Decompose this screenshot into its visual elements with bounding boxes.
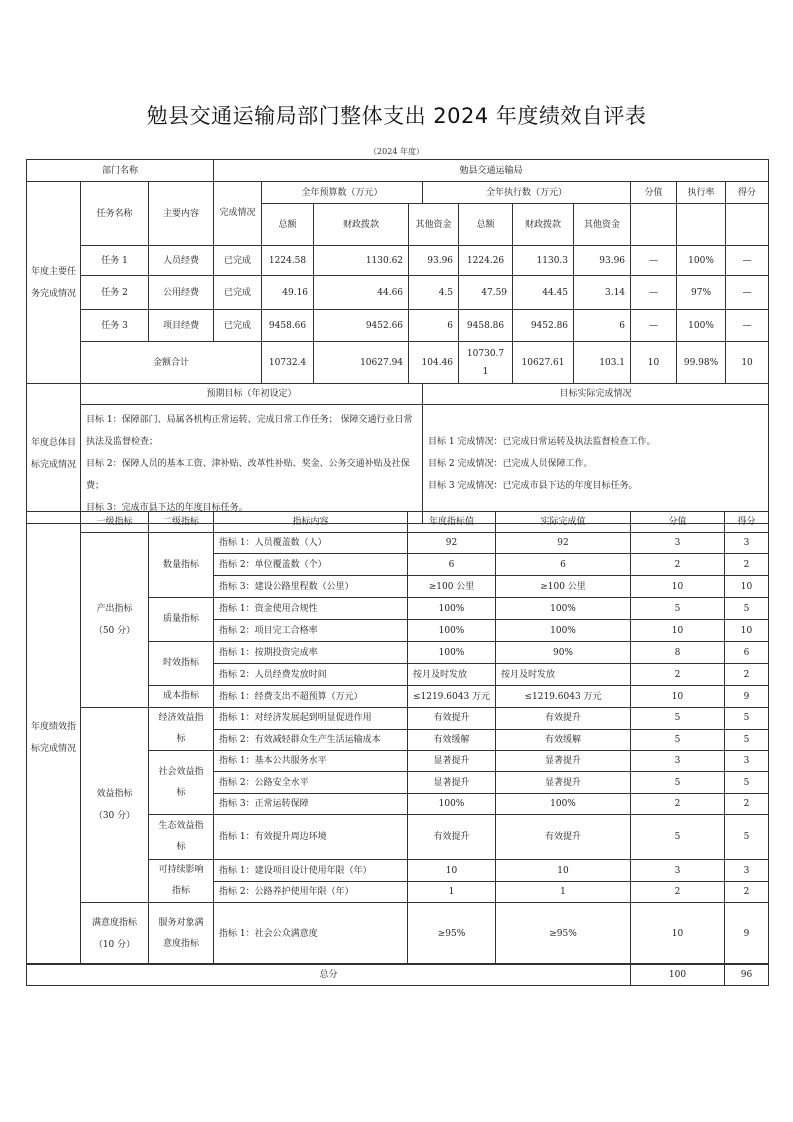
score: — xyxy=(726,246,769,276)
indicator-score-value: 5 xyxy=(631,729,725,751)
indicator-target: 显著提升 xyxy=(408,772,496,794)
level1-indicator: 满意度指标（10 分） xyxy=(81,903,149,965)
indicator-score: 3 xyxy=(725,751,769,772)
indicator-actual: 100% xyxy=(496,794,631,815)
indicator-score: 2 xyxy=(725,664,769,686)
total-row xyxy=(27,964,769,986)
budget-total: 49.16 xyxy=(262,276,314,310)
header-exec-fiscal: 财政拨款 xyxy=(513,204,574,246)
expected-goal: 目标 2：保障人员的基本工资、津补贴、改革性补贴、奖金、公务交通补贴及社保费； xyxy=(86,459,410,491)
indicator-actual: 90% xyxy=(496,642,631,664)
header-blank-3 xyxy=(726,204,769,246)
budget-other: 93.96 xyxy=(409,246,459,276)
exec-rate: 97% xyxy=(677,276,726,310)
indicator-score: 9 xyxy=(725,686,769,708)
dept-label: 部门名称 xyxy=(27,160,214,182)
total-label: 总分 xyxy=(27,964,631,986)
perf-header-row xyxy=(27,512,769,533)
indicator-row xyxy=(27,533,769,554)
level1-indicator: 效益指标（30 分） xyxy=(81,708,149,903)
indicator-target: 100% xyxy=(408,598,496,620)
indicator-score: 3 xyxy=(725,860,769,882)
page-title: 勉县交通运输局部门整体支出 2024 年度绩效自评表 xyxy=(146,104,647,128)
level2-indicator: 数量指标 xyxy=(149,533,214,598)
expected-goal: 目标 1：保障部门、局属各机构正常运转、完成日常工作任务； 保障交通行业日常执法及监督检查； xyxy=(86,415,413,447)
task-content: 项目经费 xyxy=(149,310,214,342)
indicator-score: 5 xyxy=(725,729,769,751)
indicator-actual: ≥95% xyxy=(496,903,631,965)
task-status: 已完成 xyxy=(214,310,262,342)
indicator-content: 指标 3：正常运转保障 xyxy=(214,794,408,815)
indicator-target: ≥100 公里 xyxy=(408,576,496,598)
budget-fiscal: 9452.66 xyxy=(314,310,409,342)
indicator-target: 按月及时发放 xyxy=(408,664,496,686)
indicator-score-value: 10 xyxy=(631,620,725,642)
indicator-score-value: 2 xyxy=(631,664,725,686)
actual-goal: 目标 2 完成情况：已完成人员保障工作。 xyxy=(428,459,593,469)
exec-other: 6 xyxy=(574,310,631,342)
indicator-content: 指标 1：按期投资完成率 xyxy=(214,642,408,664)
indicator-row xyxy=(27,708,769,730)
total-table xyxy=(26,963,769,986)
task-name: 任务 2 xyxy=(81,276,149,310)
score-value: — xyxy=(631,310,677,342)
score: — xyxy=(726,276,769,310)
indicator-target: 有效提升 xyxy=(408,708,496,730)
indicator-score: 10 xyxy=(725,576,769,598)
indicator-content: 指标 1：有效提升周边环境 xyxy=(214,815,408,860)
indicator-score: 2 xyxy=(725,882,769,903)
indicator-content: 指标 1：社会公众满意度 xyxy=(214,903,408,965)
sum-budget-other: 104.46 xyxy=(409,342,459,384)
level2-indicator: 可持续影响指标 xyxy=(149,860,214,903)
exec-fiscal: 9452.86 xyxy=(513,310,574,342)
indicator-target: 1 xyxy=(408,882,496,903)
indicator-actual: ≥100 公里 xyxy=(496,576,631,598)
indicator-score-value: 10 xyxy=(631,686,725,708)
task-row xyxy=(27,276,769,310)
perf-header-score: 得分 xyxy=(725,512,769,533)
level1-indicator: 产出指标（50 分） xyxy=(81,533,149,708)
indicator-target: 10 xyxy=(408,860,496,882)
level2-indicator: 生态效益指标 xyxy=(149,815,214,860)
indicator-actual: ≤1219.6043 万元 xyxy=(496,686,631,708)
header-budget-fiscal: 财政拨款 xyxy=(314,204,409,246)
goal-table xyxy=(26,383,769,524)
header-status: 完成情况 xyxy=(214,182,262,246)
sum-exec-rate: 99.98% xyxy=(677,342,726,384)
indicator-score-value: 5 xyxy=(631,708,725,730)
indicator-score: 2 xyxy=(725,554,769,576)
sum-score-value: 10 xyxy=(631,342,677,384)
exec-rate: 100% xyxy=(677,310,726,342)
score-value: — xyxy=(631,246,677,276)
header-exec-total: 总额 xyxy=(459,204,513,246)
score-value: — xyxy=(631,276,677,310)
indicator-score: 10 xyxy=(725,620,769,642)
sum-score: 10 xyxy=(726,342,769,384)
header-task-content: 主要内容 xyxy=(149,182,214,246)
level2-indicator: 社会效益指标 xyxy=(149,751,214,815)
header-score-value: 分值 xyxy=(631,182,677,204)
perf-header-content: 指标内容 xyxy=(214,512,408,533)
perf-header-score-value: 分值 xyxy=(631,512,725,533)
indicator-content: 指标 2：公路安全水平 xyxy=(214,772,408,794)
level2-indicator: 质量指标 xyxy=(149,598,214,642)
exec-rate: 100% xyxy=(677,246,726,276)
indicator-target: 6 xyxy=(408,554,496,576)
indicator-actual: 6 xyxy=(496,554,631,576)
indicator-target: 92 xyxy=(408,533,496,554)
indicator-content: 指标 2：人员经费发放时间 xyxy=(214,664,408,686)
tasks-section-label: 年度主要任务完成情况 xyxy=(27,182,81,384)
budget-other: 6 xyxy=(409,310,459,342)
header-blank-1 xyxy=(631,204,677,246)
exec-fiscal: 44.45 xyxy=(513,276,574,310)
indicator-score-value: 5 xyxy=(631,815,725,860)
total-score: 96 xyxy=(725,964,769,986)
expected-goal: 目标 3：完成市县下达的年度目标任务。 xyxy=(86,503,248,513)
exec-other: 93.96 xyxy=(574,246,631,276)
indicator-target: 有效提升 xyxy=(408,815,496,860)
task-content: 人员经费 xyxy=(149,246,214,276)
indicator-content: 指标 1：人员覆盖数（人） xyxy=(214,533,408,554)
total-score-value: 100 xyxy=(631,964,725,986)
perf-header-l2: 二级指标 xyxy=(149,512,214,533)
perf-section-label: 年度绩效指标完成情况 xyxy=(27,512,81,965)
budget-total: 1224.58 xyxy=(262,246,314,276)
exec-other: 3.14 xyxy=(574,276,631,310)
indicator-score: 3 xyxy=(725,533,769,554)
budget-fiscal: 1130.62 xyxy=(314,246,409,276)
header-budget-group: 全年预算数（万元） xyxy=(262,182,423,204)
indicator-score: 9 xyxy=(725,903,769,965)
actual-goal: 目标 3 完成情况：已完成市县下达的年度目标任务。 xyxy=(428,481,638,491)
indicator-content: 指标 1：资金使用合规性 xyxy=(214,598,408,620)
sum-label: 金额合计 xyxy=(81,342,262,384)
header-exec-other: 其他资金 xyxy=(574,204,631,246)
sum-budget-fiscal: 10627.94 xyxy=(314,342,409,384)
indicator-content: 指标 2：公路养护使用年限（年） xyxy=(214,882,408,903)
indicator-actual: 1 xyxy=(496,882,631,903)
score: — xyxy=(726,310,769,342)
indicator-score-value: 5 xyxy=(631,598,725,620)
exec-fiscal: 1130.3 xyxy=(513,246,574,276)
sum-exec-fiscal: 10627.61 xyxy=(513,342,574,384)
level2-indicator: 服务对象满意度指标 xyxy=(149,903,214,965)
exec-total: 1224.26 xyxy=(459,246,513,276)
perf-header-target: 年度指标值 xyxy=(408,512,496,533)
level2-indicator: 经济效益指标 xyxy=(149,708,214,751)
indicator-content: 指标 1：对经济发展起到明显促进作用 xyxy=(214,708,408,730)
indicator-actual: 显著提升 xyxy=(496,751,631,772)
indicator-target: 100% xyxy=(408,620,496,642)
indicator-content: 指标 1：基本公共服务水平 xyxy=(214,751,408,772)
indicator-score-value: 8 xyxy=(631,642,725,664)
level2-indicator: 成本指标 xyxy=(149,686,214,708)
header-score: 得分 xyxy=(726,182,769,204)
indicator-target: 显著提升 xyxy=(408,751,496,772)
indicator-score-value: 10 xyxy=(631,903,725,965)
indicator-content: 指标 2：单位覆盖数（个） xyxy=(214,554,408,576)
indicator-actual: 100% xyxy=(496,598,631,620)
indicator-content: 指标 3：建设公路里程数（公里） xyxy=(214,576,408,598)
indicator-content: 指标 1：经费支出不超预算（万元） xyxy=(214,686,408,708)
page-subtitle: （2024 年度） xyxy=(369,147,424,156)
indicator-content: 指标 2：有效减轻群众生产生活运输成本 xyxy=(214,729,408,751)
indicator-score-value: 10 xyxy=(631,576,725,598)
indicator-score-value: 3 xyxy=(631,533,725,554)
exec-total: 47.59 xyxy=(459,276,513,310)
level2-indicator: 时效指标 xyxy=(149,642,214,686)
indicator-score-value: 2 xyxy=(631,554,725,576)
indicator-actual: 有效提升 xyxy=(496,815,631,860)
indicator-target: 有效缓解 xyxy=(408,729,496,751)
sum-exec-other: 103.1 xyxy=(574,342,631,384)
indicator-score: 5 xyxy=(725,772,769,794)
header-blank-2 xyxy=(677,204,726,246)
budget-total: 9458.66 xyxy=(262,310,314,342)
task-row xyxy=(27,246,769,276)
header-task-name: 任务名称 xyxy=(81,182,149,246)
exec-total: 9458.86 xyxy=(459,310,513,342)
indicator-score: 2 xyxy=(725,794,769,815)
header-budget-total: 总额 xyxy=(262,204,314,246)
expected-goals xyxy=(81,405,423,524)
indicator-actual: 10 xyxy=(496,860,631,882)
indicator-score: 5 xyxy=(725,815,769,860)
actual-goal: 目标 1 完成情况：已完成日常运转及执法监督检查工作。 xyxy=(428,437,656,447)
indicator-content: 指标 1：建设项目设计使用年限（年） xyxy=(214,860,408,882)
actual-goals xyxy=(423,405,769,524)
sum-budget-total: 10732.4 xyxy=(262,342,314,384)
task-status: 已完成 xyxy=(214,276,262,310)
performance-table xyxy=(26,511,769,965)
indicator-content: 指标 2：项目完工合格率 xyxy=(214,620,408,642)
indicator-target: ≥95% xyxy=(408,903,496,965)
actual-goal-header: 目标实际完成情况 xyxy=(423,384,769,405)
task-name: 任务 3 xyxy=(81,310,149,342)
budget-fiscal: 44.66 xyxy=(314,276,409,310)
dept-value: 勉县交通运输局 xyxy=(214,160,769,182)
perf-header-actual: 实际完成值 xyxy=(496,512,631,533)
indicator-target: 100% xyxy=(408,642,496,664)
indicator-actual: 按月及时发放 xyxy=(496,664,631,686)
indicator-score: 6 xyxy=(725,642,769,664)
sum-exec-total: 10730.71 xyxy=(459,342,513,384)
indicator-score-value: 3 xyxy=(631,751,725,772)
indicator-actual: 有效缓解 xyxy=(496,729,631,751)
task-status: 已完成 xyxy=(214,246,262,276)
indicator-target: 100% xyxy=(408,794,496,815)
header-exec-rate: 执行率 xyxy=(677,182,726,204)
indicator-score: 5 xyxy=(725,598,769,620)
task-table xyxy=(26,159,769,384)
perf-header-l1: 一级指标 xyxy=(81,512,149,533)
indicator-actual: 92 xyxy=(496,533,631,554)
task-row xyxy=(27,310,769,342)
indicator-target: ≤1219.6043 万元 xyxy=(408,686,496,708)
task-sum-row xyxy=(27,342,769,384)
task-name: 任务 1 xyxy=(81,246,149,276)
goals-section-label: 年度总体目标完成情况 xyxy=(27,384,81,524)
task-content: 公用经费 xyxy=(149,276,214,310)
indicator-actual: 100% xyxy=(496,620,631,642)
indicator-score-value: 3 xyxy=(631,860,725,882)
indicator-score-value: 2 xyxy=(631,882,725,903)
header-budget-other: 其他资金 xyxy=(409,204,459,246)
header-exec-group: 全年执行数（万元） xyxy=(423,182,631,204)
indicator-actual: 显著提升 xyxy=(496,772,631,794)
indicator-score: 5 xyxy=(725,708,769,730)
expected-goal-header: 预期目标（年初设定） xyxy=(81,384,423,405)
indicator-score-value: 5 xyxy=(631,772,725,794)
indicator-row xyxy=(27,903,769,965)
budget-other: 4.5 xyxy=(409,276,459,310)
indicator-actual: 有效提升 xyxy=(496,708,631,730)
indicator-score-value: 2 xyxy=(631,794,725,815)
